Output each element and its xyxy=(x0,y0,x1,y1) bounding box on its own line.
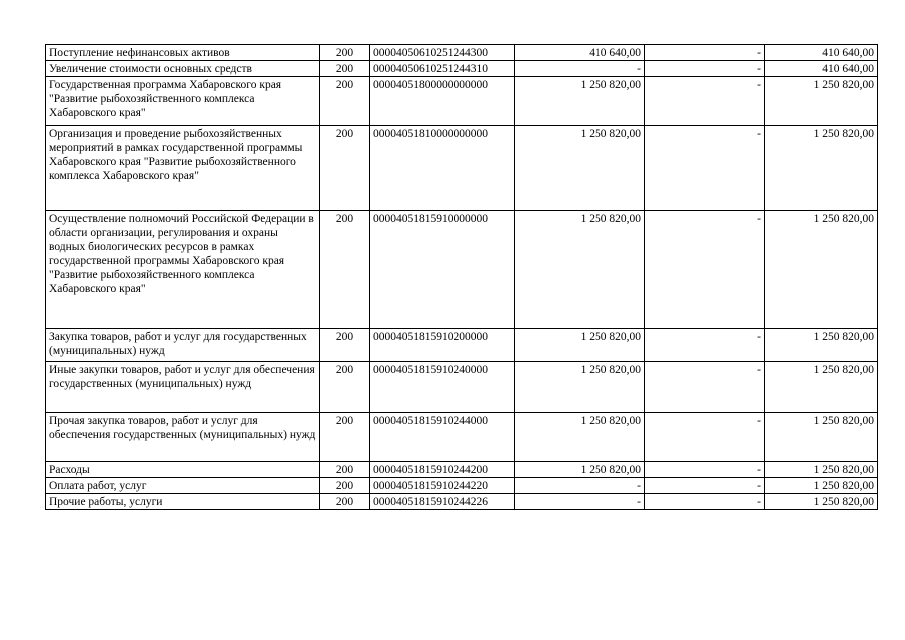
row-code: 200 xyxy=(320,362,370,413)
row-remaining: 1 250 820,00 xyxy=(765,462,878,478)
row-name: Государственная программа Хабаровского края "Развитие рыбохозяйственного комплекса Хабаровского края" xyxy=(46,77,320,126)
budget-execution-table xyxy=(45,44,878,510)
row-code: 200 xyxy=(320,462,370,478)
row-kbk: 00004051800000000000 xyxy=(370,77,515,126)
row-name: Поступление нефинансовых активов xyxy=(46,45,320,61)
row-approved: 1 250 820,00 xyxy=(515,413,645,462)
row-executed: - xyxy=(645,126,765,211)
table-row xyxy=(46,211,878,329)
row-kbk: 00004051815910200000 xyxy=(370,329,515,362)
row-executed: - xyxy=(645,61,765,77)
row-kbk: 00004051815910000000 xyxy=(370,211,515,329)
row-executed: - xyxy=(645,45,765,61)
table-body xyxy=(46,45,878,510)
row-code: 200 xyxy=(320,61,370,77)
row-code: 200 xyxy=(320,478,370,494)
row-executed: - xyxy=(645,77,765,126)
row-code: 200 xyxy=(320,77,370,126)
row-code: 200 xyxy=(320,329,370,362)
row-name: Увеличение стоимости основных средств xyxy=(46,61,320,77)
row-name: Организация и проведение рыбохозяйственных мероприятий в рамках государственной программы Хабаровского края "Развитие рыбохозяйственного комплекса Хабаровского края" xyxy=(46,126,320,211)
row-kbk: 00004051810000000000 xyxy=(370,126,515,211)
row-code: 200 xyxy=(320,211,370,329)
row-approved: 1 250 820,00 xyxy=(515,126,645,211)
row-code: 200 xyxy=(320,413,370,462)
row-approved: 1 250 820,00 xyxy=(515,77,645,126)
row-name: Иные закупки товаров, работ и услуг для обеспечения государственных (муниципальных) нужд xyxy=(46,362,320,413)
row-executed: - xyxy=(645,362,765,413)
table-row xyxy=(46,77,878,126)
row-kbk: 00004051815910240000 xyxy=(370,362,515,413)
row-name: Закупка товаров, работ и услуг для государственных (муниципальных) нужд xyxy=(46,329,320,362)
row-kbk: 00004051815910244226 xyxy=(370,494,515,510)
row-name: Прочая закупка товаров, работ и услуг для обеспечения государственных (муниципальных) нужд xyxy=(46,413,320,462)
table-row xyxy=(46,45,878,61)
row-name: Осуществление полномочий Российской Федерации в области организации, регулирования и охраны водных биологических ресурсов в рамках государственной программы Хабаровского края "Развитие рыбохозяйственного комплекса Хабаровского края" xyxy=(46,211,320,329)
row-kbk: 00004050610251244310 xyxy=(370,61,515,77)
row-name: Оплата работ, услуг xyxy=(46,478,320,494)
row-approved: - xyxy=(515,478,645,494)
row-executed: - xyxy=(645,329,765,362)
row-remaining: 1 250 820,00 xyxy=(765,494,878,510)
row-approved: - xyxy=(515,61,645,77)
table-row xyxy=(46,494,878,510)
row-executed: - xyxy=(645,211,765,329)
row-executed: - xyxy=(645,462,765,478)
row-executed: - xyxy=(645,494,765,510)
row-remaining: 1 250 820,00 xyxy=(765,77,878,126)
table-row xyxy=(46,126,878,211)
row-executed: - xyxy=(645,478,765,494)
row-approved: 410 640,00 xyxy=(515,45,645,61)
row-remaining: 1 250 820,00 xyxy=(765,126,878,211)
row-remaining: 1 250 820,00 xyxy=(765,478,878,494)
table-row xyxy=(46,462,878,478)
table-row xyxy=(46,413,878,462)
row-remaining: 410 640,00 xyxy=(765,61,878,77)
row-executed: - xyxy=(645,413,765,462)
row-remaining: 1 250 820,00 xyxy=(765,362,878,413)
row-approved: 1 250 820,00 xyxy=(515,329,645,362)
row-kbk: 00004050610251244300 xyxy=(370,45,515,61)
row-remaining: 410 640,00 xyxy=(765,45,878,61)
row-code: 200 xyxy=(320,45,370,61)
table-row xyxy=(46,478,878,494)
row-kbk: 00004051815910244000 xyxy=(370,413,515,462)
row-remaining: 1 250 820,00 xyxy=(765,329,878,362)
row-code: 200 xyxy=(320,494,370,510)
row-code: 200 xyxy=(320,126,370,211)
row-approved: 1 250 820,00 xyxy=(515,211,645,329)
row-kbk: 00004051815910244200 xyxy=(370,462,515,478)
row-approved: - xyxy=(515,494,645,510)
row-remaining: 1 250 820,00 xyxy=(765,413,878,462)
table-row xyxy=(46,362,878,413)
row-name: Прочие работы, услуги xyxy=(46,494,320,510)
row-approved: 1 250 820,00 xyxy=(515,462,645,478)
row-remaining: 1 250 820,00 xyxy=(765,211,878,329)
table-row xyxy=(46,61,878,77)
table-row xyxy=(46,329,878,362)
row-name: Расходы xyxy=(46,462,320,478)
row-approved: 1 250 820,00 xyxy=(515,362,645,413)
row-kbk: 00004051815910244220 xyxy=(370,478,515,494)
